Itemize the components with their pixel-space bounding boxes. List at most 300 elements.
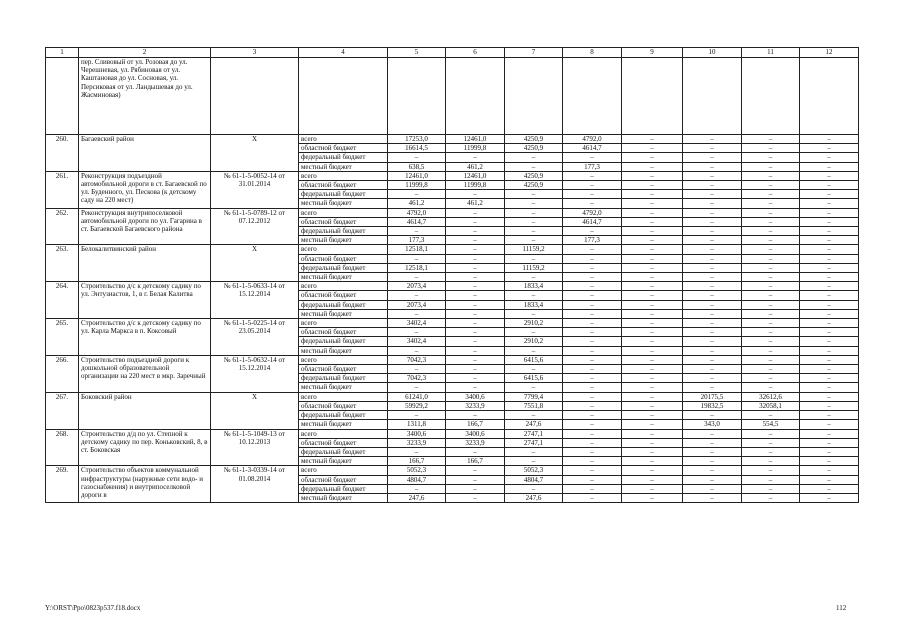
amount-cell: – (388, 190, 446, 199)
amount-cell: – (742, 319, 800, 328)
object-name: Багаевский район (79, 135, 211, 172)
row-number: 262. (46, 208, 79, 245)
amount-cell: – (683, 217, 742, 226)
amount-cell: – (683, 162, 742, 171)
amount-cell: – (446, 190, 505, 199)
empty-cell (505, 58, 563, 135)
funding-source: местный бюджет (299, 457, 388, 466)
amount-cell: 177,3 (388, 236, 446, 245)
amount-cell: – (800, 411, 859, 420)
amount-cell: – (622, 457, 683, 466)
amount-cell: – (742, 383, 800, 392)
amount-cell: – (622, 420, 683, 429)
amount-cell: – (446, 282, 505, 291)
amount-cell: 7042,3 (388, 374, 446, 383)
amount-cell: – (505, 153, 563, 162)
amount-cell: – (683, 273, 742, 282)
amount-cell: – (505, 254, 563, 263)
amount-cell: – (388, 273, 446, 282)
document-path: Y:\ORST\Ppo\0823p537.f18.docx (45, 604, 141, 612)
amount-cell: – (683, 484, 742, 493)
funding-source: федеральный бюджет (299, 153, 388, 162)
amount-cell: – (800, 374, 859, 383)
amount-cell: 4792,0 (563, 208, 622, 217)
amount-cell: – (622, 227, 683, 236)
amount-cell: 1833,4 (505, 300, 563, 309)
amount-cell: – (505, 328, 563, 337)
column-number: 6 (446, 48, 505, 58)
amount-cell: – (622, 190, 683, 199)
amount-cell: – (446, 365, 505, 374)
funding-source: федеральный бюджет (299, 300, 388, 309)
empty-cell (563, 58, 622, 135)
amount-cell: – (683, 263, 742, 272)
amount-cell: – (800, 254, 859, 263)
amount-cell: – (563, 254, 622, 263)
amount-cell: – (683, 171, 742, 180)
amount-cell: 6415,6 (505, 374, 563, 383)
amount-cell: – (563, 411, 622, 420)
amount-cell: – (683, 254, 742, 263)
amount-cell: – (563, 466, 622, 475)
amount-cell: – (622, 466, 683, 475)
funding-source: всего (299, 466, 388, 475)
table-row (46, 208, 859, 217)
amount-cell: – (742, 153, 800, 162)
amount-cell: – (622, 309, 683, 318)
table-row (46, 245, 859, 254)
amount-cell: – (388, 365, 446, 374)
amount-cell: – (446, 337, 505, 346)
amount-cell: – (505, 383, 563, 392)
amount-cell: – (388, 447, 446, 456)
funding-source: всего (299, 245, 388, 254)
funding-source: областной бюджет (299, 401, 388, 410)
amount-cell: – (505, 162, 563, 171)
amount-cell: 32058,1 (742, 401, 800, 410)
amount-cell: – (742, 208, 800, 217)
amount-cell: – (388, 328, 446, 337)
amount-cell: 11999,8 (446, 181, 505, 190)
amount-cell: – (800, 208, 859, 217)
amount-cell: 247,6 (505, 420, 563, 429)
funding-source: областной бюджет (299, 365, 388, 374)
amount-cell: 3402,4 (388, 319, 446, 328)
amount-cell: 11999,8 (388, 181, 446, 190)
funding-source: областной бюджет (299, 181, 388, 190)
empty-cell (800, 58, 859, 135)
amount-cell: – (563, 484, 622, 493)
funding-source: федеральный бюджет (299, 484, 388, 493)
object-name: пер. Сливовый от ул. Розовая до ул. Черешневая, ул. Рябиновая от ул. Каштановая до ул. Сосновая, ул. Персиковая от ул. Ландышевая до ул. Жасминовая) (79, 58, 211, 135)
table-row (46, 282, 859, 291)
amount-cell: – (683, 346, 742, 355)
object-name: Белокалитвинский район (79, 245, 211, 282)
amount-cell: – (446, 328, 505, 337)
amount-cell: – (683, 429, 742, 438)
amount-cell: – (622, 217, 683, 226)
amount-cell: – (622, 447, 683, 456)
row-number: 267. (46, 392, 79, 429)
amount-cell: – (800, 438, 859, 447)
amount-cell: 20175,5 (683, 392, 742, 401)
funding-source: местный бюджет (299, 199, 388, 208)
amount-cell: 11159,2 (505, 263, 563, 272)
amount-cell: – (742, 411, 800, 420)
amount-cell: – (683, 300, 742, 309)
amount-cell: – (742, 374, 800, 383)
amount-cell: 4614,7 (388, 217, 446, 226)
document-number: № 61-1-5-1049-13 от 10.12.2013 (211, 429, 299, 466)
amount-cell: – (622, 144, 683, 153)
empty-cell (622, 58, 683, 135)
amount-cell: – (563, 282, 622, 291)
amount-cell: – (742, 328, 800, 337)
funding-source: местный бюджет (299, 493, 388, 502)
empty-cell (299, 58, 388, 135)
amount-cell: – (683, 236, 742, 245)
amount-cell: – (563, 457, 622, 466)
amount-cell: 1833,4 (505, 282, 563, 291)
amount-cell: – (683, 190, 742, 199)
amount-cell: – (742, 162, 800, 171)
empty-cell (388, 58, 446, 135)
amount-cell: – (683, 227, 742, 236)
column-number: 8 (563, 48, 622, 58)
amount-cell: – (622, 484, 683, 493)
empty-cell (46, 58, 79, 135)
amount-cell: – (683, 199, 742, 208)
funding-source: местный бюджет (299, 309, 388, 318)
amount-cell: – (446, 236, 505, 245)
amount-cell: – (388, 411, 446, 420)
amount-cell: – (800, 484, 859, 493)
amount-cell: – (622, 401, 683, 410)
amount-cell: – (446, 208, 505, 217)
amount-cell: – (622, 291, 683, 300)
funding-source: областной бюджет (299, 328, 388, 337)
amount-cell: 3233,9 (446, 401, 505, 410)
funding-source: всего (299, 392, 388, 401)
amount-cell: 7799,4 (505, 392, 563, 401)
amount-cell: 11159,2 (505, 245, 563, 254)
amount-cell: – (563, 263, 622, 272)
amount-cell: – (800, 466, 859, 475)
amount-cell: – (683, 411, 742, 420)
funding-source: федеральный бюджет (299, 263, 388, 272)
amount-cell: 4804,7 (388, 475, 446, 484)
funding-source: федеральный бюджет (299, 447, 388, 456)
amount-cell: – (800, 217, 859, 226)
amount-cell: – (800, 199, 859, 208)
object-name: Реконструкция подъездной автомобильной дороги в ст. Багаевской по ул. Буденного, ул. Пескова (к детскому саду на 220 мест) (79, 171, 211, 208)
row-number: 269. (46, 466, 79, 503)
amount-cell: 2073,4 (388, 300, 446, 309)
amount-cell: – (683, 208, 742, 217)
row-number: 266. (46, 355, 79, 392)
funding-source: местный бюджет (299, 383, 388, 392)
amount-cell: – (800, 337, 859, 346)
table-row (46, 392, 859, 401)
amount-cell: – (622, 181, 683, 190)
amount-cell: – (683, 365, 742, 374)
table-row (46, 466, 859, 475)
document-number: № 61-1-5-0225-14 от 23.05.2014 (211, 319, 299, 356)
amount-cell: 4792,0 (563, 135, 622, 144)
amount-cell: – (622, 374, 683, 383)
amount-cell: – (742, 263, 800, 272)
amount-cell: – (622, 365, 683, 374)
amount-cell: – (388, 291, 446, 300)
amount-cell: – (622, 300, 683, 309)
amount-cell: – (742, 236, 800, 245)
amount-cell: – (742, 227, 800, 236)
amount-cell: 3233,9 (388, 438, 446, 447)
amount-cell: 7551,8 (505, 401, 563, 410)
amount-cell: – (800, 309, 859, 318)
amount-cell: – (800, 319, 859, 328)
amount-cell: – (683, 355, 742, 364)
column-number: 2 (79, 48, 211, 58)
amount-cell: – (388, 254, 446, 263)
amount-cell: – (683, 282, 742, 291)
amount-cell: – (505, 217, 563, 226)
amount-cell: – (563, 401, 622, 410)
amount-cell: – (622, 355, 683, 364)
amount-cell: – (388, 227, 446, 236)
amount-cell: – (800, 263, 859, 272)
amount-cell: – (563, 291, 622, 300)
amount-cell: – (800, 300, 859, 309)
amount-cell: 4250,9 (505, 171, 563, 180)
amount-cell: 3233,9 (446, 438, 505, 447)
amount-cell: – (622, 254, 683, 263)
column-number: 12 (800, 48, 859, 58)
amount-cell: – (446, 374, 505, 383)
amount-cell: – (622, 208, 683, 217)
amount-cell: – (742, 337, 800, 346)
amount-cell: – (622, 236, 683, 245)
amount-cell: – (683, 291, 742, 300)
document-number: № 61-1-3-0339-14 от 01.08.2014 (211, 466, 299, 503)
funding-source: местный бюджет (299, 236, 388, 245)
amount-cell: – (742, 355, 800, 364)
amount-cell: – (446, 300, 505, 309)
amount-cell: – (563, 475, 622, 484)
amount-cell: – (446, 263, 505, 272)
funding-source: федеральный бюджет (299, 190, 388, 199)
document-number: Х (211, 135, 299, 172)
amount-cell: 5052,3 (505, 466, 563, 475)
amount-cell: – (683, 383, 742, 392)
amount-cell: – (742, 493, 800, 502)
amount-cell: – (388, 346, 446, 355)
amount-cell: 5052,3 (388, 466, 446, 475)
amount-cell: – (622, 475, 683, 484)
amount-cell: – (563, 199, 622, 208)
amount-cell: – (563, 227, 622, 236)
funding-source: местный бюджет (299, 162, 388, 171)
amount-cell: – (742, 365, 800, 374)
amount-cell: 177,3 (563, 236, 622, 245)
document-number: Х (211, 245, 299, 282)
document-number: Х (211, 392, 299, 429)
funding-source: областной бюджет (299, 217, 388, 226)
amount-cell: 2747,1 (505, 429, 563, 438)
amount-cell: – (683, 319, 742, 328)
amount-cell: 3400,6 (388, 429, 446, 438)
amount-cell: – (505, 199, 563, 208)
amount-cell: – (446, 447, 505, 456)
row-number: 268. (46, 429, 79, 466)
amount-cell: – (742, 273, 800, 282)
amount-cell: – (622, 199, 683, 208)
amount-cell: – (622, 411, 683, 420)
object-name: Строительство д/с к детскому садику по ул. Энтузиастов, 1, в г. Белая Калитва (79, 282, 211, 319)
amount-cell: – (563, 171, 622, 180)
amount-cell: – (505, 227, 563, 236)
amount-cell: – (505, 365, 563, 374)
amount-cell: – (563, 181, 622, 190)
amount-cell: – (446, 254, 505, 263)
amount-cell: – (742, 309, 800, 318)
amount-cell: 554,5 (742, 420, 800, 429)
funding-source: всего (299, 319, 388, 328)
amount-cell: – (742, 144, 800, 153)
amount-cell: – (742, 429, 800, 438)
amount-cell: – (622, 346, 683, 355)
amount-cell: – (622, 319, 683, 328)
amount-cell: 3400,6 (446, 429, 505, 438)
amount-cell: – (563, 346, 622, 355)
funding-source: областной бюджет (299, 254, 388, 263)
amount-cell: 461,2 (446, 199, 505, 208)
amount-cell: – (563, 300, 622, 309)
amount-cell: 12461,0 (446, 135, 505, 144)
amount-cell: – (563, 392, 622, 401)
amount-cell: – (742, 291, 800, 300)
amount-cell: – (446, 493, 505, 502)
amount-cell: 7042,3 (388, 355, 446, 364)
amount-cell: 17253,0 (388, 135, 446, 144)
amount-cell: – (622, 337, 683, 346)
amount-cell: – (800, 135, 859, 144)
amount-cell: 6415,6 (505, 355, 563, 364)
amount-cell: – (563, 337, 622, 346)
amount-cell: – (742, 135, 800, 144)
empty-cell (742, 58, 800, 135)
amount-cell: – (800, 392, 859, 401)
amount-cell: – (563, 328, 622, 337)
continuation-row (46, 58, 859, 135)
object-name: Строительство подъездной дороги к дошкольной образовательной организации на 220 мест в мкр. Заречный (79, 355, 211, 392)
funding-source: федеральный бюджет (299, 374, 388, 383)
header-row (46, 48, 859, 58)
amount-cell: – (742, 282, 800, 291)
amount-cell: – (446, 355, 505, 364)
funding-source: федеральный бюджет (299, 411, 388, 420)
amount-cell: 461,2 (388, 199, 446, 208)
amount-cell: – (505, 309, 563, 318)
amount-cell: – (446, 475, 505, 484)
amount-cell: – (683, 374, 742, 383)
column-number: 10 (683, 48, 742, 58)
amount-cell: – (388, 383, 446, 392)
amount-cell: 166,7 (446, 457, 505, 466)
amount-cell: – (742, 171, 800, 180)
column-number: 4 (299, 48, 388, 58)
amount-cell: – (622, 392, 683, 401)
amount-cell: – (622, 282, 683, 291)
amount-cell: 4250,9 (505, 144, 563, 153)
funding-source: всего (299, 208, 388, 217)
amount-cell: – (622, 245, 683, 254)
amount-cell: – (800, 162, 859, 171)
amount-cell: – (683, 309, 742, 318)
amount-cell: – (622, 162, 683, 171)
amount-cell: 59929,2 (388, 401, 446, 410)
amount-cell: 19832,5 (683, 401, 742, 410)
amount-cell: – (622, 328, 683, 337)
amount-cell: 4804,7 (505, 475, 563, 484)
amount-cell: – (800, 383, 859, 392)
amount-cell: – (800, 273, 859, 282)
amount-cell: – (800, 355, 859, 364)
amount-cell: – (800, 153, 859, 162)
amount-cell: – (622, 263, 683, 272)
amount-cell: – (800, 236, 859, 245)
amount-cell: – (683, 245, 742, 254)
amount-cell: – (800, 245, 859, 254)
amount-cell: – (683, 447, 742, 456)
empty-cell (211, 58, 299, 135)
row-number: 264. (46, 282, 79, 319)
amount-cell: – (563, 245, 622, 254)
amount-cell: – (563, 153, 622, 162)
amount-cell: – (563, 383, 622, 392)
amount-cell: – (800, 291, 859, 300)
amount-cell: – (742, 190, 800, 199)
funding-source: федеральный бюджет (299, 227, 388, 236)
funding-source: всего (299, 429, 388, 438)
amount-cell: 12461,0 (388, 171, 446, 180)
column-number: 1 (46, 48, 79, 58)
amount-cell: – (505, 208, 563, 217)
column-number: 9 (622, 48, 683, 58)
amount-cell: – (563, 429, 622, 438)
funding-source: областной бюджет (299, 144, 388, 153)
amount-cell: – (446, 346, 505, 355)
document-number: № 61-1-5-0632-14 от 15.12.2014 (211, 355, 299, 392)
amount-cell: – (742, 217, 800, 226)
amount-cell: – (742, 447, 800, 456)
amount-cell: – (800, 328, 859, 337)
amount-cell: – (622, 429, 683, 438)
amount-cell: – (800, 420, 859, 429)
amount-cell: 247,6 (505, 493, 563, 502)
amount-cell: – (563, 365, 622, 374)
amount-cell: – (563, 309, 622, 318)
amount-cell: – (388, 309, 446, 318)
amount-cell: – (800, 144, 859, 153)
object-name: Строительство д/д по ул. Степной к детскому садику по пер. Коньковский, 8, в ст. Боковская (79, 429, 211, 466)
amount-cell: – (683, 466, 742, 475)
funding-source: областной бюджет (299, 438, 388, 447)
amount-cell: – (446, 153, 505, 162)
amount-cell: – (446, 291, 505, 300)
amount-cell: – (563, 190, 622, 199)
row-number: 263. (46, 245, 79, 282)
